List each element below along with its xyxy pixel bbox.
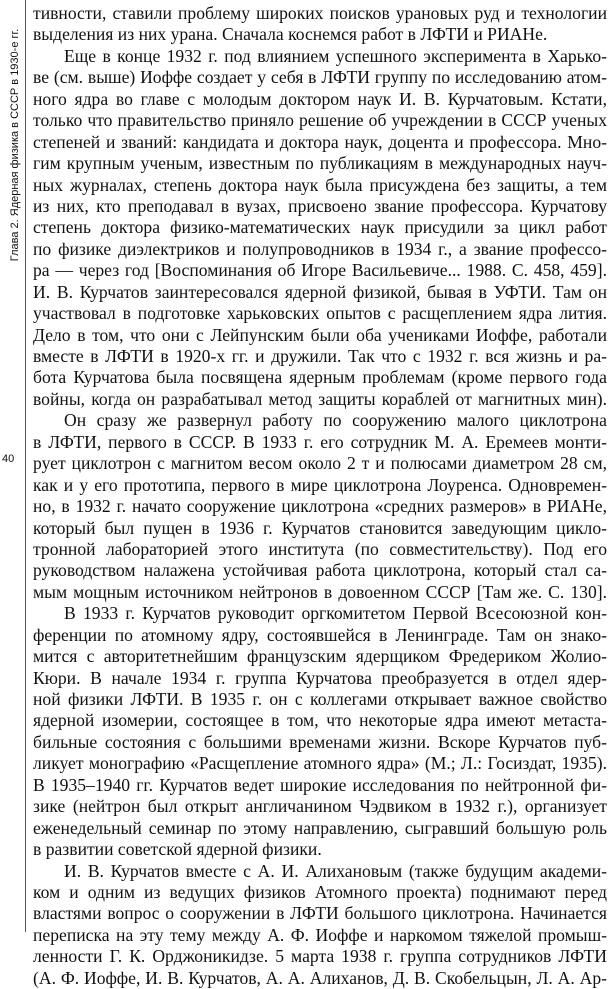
text-line: руководством налажена устойчивая работа циклотрона, который стал са- (33, 560, 607, 581)
paragraph-start-line: Он сразу же развернул работу по сооружению малого циклотрона (64, 410, 607, 431)
text-line: ком и одним из ведущих физиков Атомного проекта) поднимают перед (33, 881, 607, 902)
text-line: (А. Ф. Иоффе, И. В. Курчатов, А. А. Алиханов, Д. В. Скобельцын, Л. А. Ар- (33, 967, 607, 988)
text-line: Кюри. В начале 1934 г. группа Курчатова преобразуется в отдел ядер- (33, 667, 607, 688)
text-line: участвовал в подготовке харьковских опытов с расщеплением ядра лития. (33, 303, 607, 324)
text-line: мым мощным источником нейтронов в довоенном СССР [Там же. С. 130]. (33, 581, 607, 602)
text-line: степеней и званий: кандидата и доктора наук, доцента и профессора. Мно- (33, 131, 607, 152)
text-line: который был пущен в 1936 г. Курчатов становится заведующим цикло- (33, 517, 607, 538)
running-header: Глава 2. Ядерная физика в СССР в 1930-е гг. (9, 28, 21, 262)
text-line: еженедельный семинар по этому направлению, сыгравший большую роль (33, 817, 607, 838)
text-line: по физике диэлектриков и полупроводников в 1934 г., а звание профессо- (33, 238, 607, 259)
text-line: зике (нейтрон был открыт англичанином Чэдвиком в 1932 г.), организует (33, 796, 607, 817)
text-line: войны, когда он разрабатывал метод защиты кораблей от магнитных мин). (33, 388, 607, 409)
text-line: И. В. Курчатов заинтересовался ядерной физикой, бывая в УФТИ. Там он (33, 281, 607, 302)
margin-rule (25, 0, 26, 932)
text-line: ленности Г. К. Орджоникидзе. 5 марта 1938 г. группа сотрудников ЛФТИ (33, 946, 607, 967)
text-line: но, в 1932 г. начато сооружение циклотрона «средних размеров» в РИАНе, (33, 496, 607, 517)
text-line: степень доктора физико-математических наук присудили за цикл работ (33, 217, 607, 238)
text-line: мится с авторитетнейшим французским ядерщиком Фредериком Жолио- (33, 646, 607, 667)
text-line: тронной лабораторией этого института (по совместительству). Под его (33, 538, 607, 559)
text-line: тивности, ставили проблему широких поисков урановых руд и технологии (33, 3, 607, 23)
text-line: из них, кто преподавал в вузах, присвоено звание профессора. Курчатову (33, 195, 607, 216)
text-line: в ЛФТИ, первого в СССР. В 1933 г. его сотрудник М. А. Еремеев монти- (33, 431, 607, 452)
text-line: ядерной изомерии, состоящее в том, что некоторые ядра имеют метаста- (33, 710, 607, 731)
text-line: властями вопрос о сооружении в ЛФТИ большого циклотрона. Начинается (33, 903, 607, 924)
text-line: рует циклотрон с магнитом весом около 2 т и полюсами диаметром 28 см, (33, 453, 607, 474)
text-line: ра — через год [Воспоминания об Игоре Васильевиче... 1988. С. 458, 459]. (33, 260, 607, 281)
text-line: Дело в том, что они с Лейпунским были оба учениками Иоффе, работали (33, 324, 607, 345)
text-line: ликует монографию «Расщепление атомного ядра» (М.; Л.: Госиздат, 1935). (33, 753, 607, 774)
text-line: как и у его прототипа, первого в мире циклотрона Лоуренса. Одновремен- (33, 474, 607, 495)
text-line: гим крупным ученым, известным по публикациям в международных науч- (33, 153, 607, 174)
page-number: 40 (2, 453, 15, 465)
body-text (33, 3, 607, 989)
paragraph-start-line: В 1933 г. Курчатов руководит оргкомитетом Первой Всесоюзной кон- (64, 603, 607, 624)
text-line: выделения из них урана. Сначала коснемся работ в ЛФТИ и РИАНе. (33, 24, 548, 45)
text-line: В 1935–1940 гг. Курчатов ведет широкие исследования по нейтронной фи- (33, 774, 607, 795)
text-line: бильные состояния с большими временами жизни. Вскоре Курчатов пуб- (33, 731, 607, 752)
text-line: ве (см. выше) Иоффе создает у себя в ЛФТИ группу по исследованию атом- (33, 67, 607, 88)
paragraph-start-line: Еще в конце 1932 г. под влиянием успешного эксперимента в Харько- (64, 45, 607, 66)
paragraph-start-line: И. В. Курчатов вместе с А. И. Алихановым (также будущим академи- (64, 860, 607, 881)
text-line: вместе в ЛФТИ в 1920-х гг. и дружили. Так что с 1932 г. вся жизнь и ра- (33, 346, 607, 366)
text-line: ференции по атомному ядру, состоявшейся в Ленинграде. Там он знако- (33, 624, 607, 645)
text-line: в развитии советской ядерной физики. (33, 839, 322, 860)
text-line: ной физики ЛФТИ. В 1935 г. он с коллегами открывает важное свойство (33, 689, 607, 709)
text-line: только что правительство приняло решение об учреждении в СССР ученых (33, 110, 607, 131)
text-line: бота Курчатова была посвящена ядерным проблемам (кроме первого года (33, 367, 607, 388)
text-line: ных журналах, степень доктора наук была присуждена без защиты, а тем (33, 174, 607, 195)
text-line: ного ядра во главе с молодым доктором наук И. В. Курчатовым. Кстати, (33, 88, 607, 109)
text-line: переписка на эту тему между А. Ф. Иоффе и наркомом тяжелой промыш- (33, 924, 607, 945)
